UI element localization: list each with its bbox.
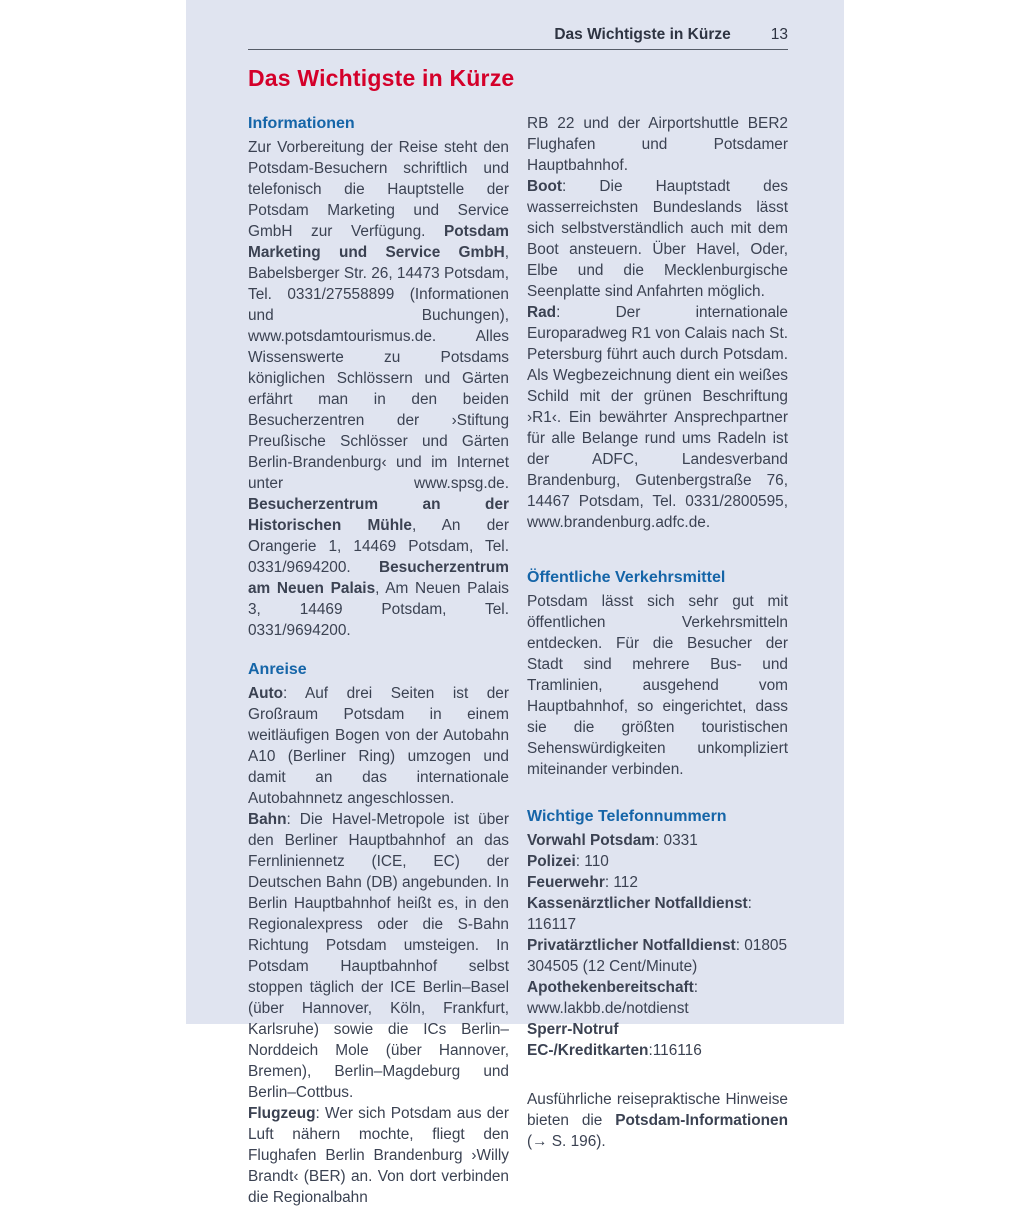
spacer [527,533,788,567]
bold-text-run: Bahn [248,811,287,828]
text-columns [248,113,788,1208]
bold-text-run: Kassenärztlicher Notfalldienst [527,895,748,912]
text-run: : 116117 [527,895,752,933]
bold-text-run: Potsdam Marketing und Service GmbH [248,223,509,261]
paragraph [248,137,509,641]
text-run: (→ S. 196). [527,1133,606,1150]
phone-line [527,1019,788,1061]
paragraph [248,809,509,1103]
text-run: Zur Vorbereitung der Reise steht den Potsdam-Besuchern schriftlich und telefonisch die Hauptstelle der Potsdam Marketing und Service GmbH zur Verfügung. [248,139,509,240]
text-run: : Wer sich Potsdam aus der Luft nähern mochte, fliegt den Flughafen Berlin Brandenburg ›Willy Brandt‹ (BER) an. Von dort verbinden die Regionalbahn [248,1105,509,1206]
text-run: Potsdam lässt sich sehr gut mit öffentlichen Verkehrsmitteln entdecken. Für die Besucher der Stadt sind mehrere Bus- und Tramlinien, ausgehend vom Hauptbahnhof, so eingerichtet, dass sie die größten touristischen Sehenswürdigkeiten unkompliziert miteinander verbinden. [527,593,788,778]
paragraph [527,591,788,780]
phone-line [527,893,788,935]
text-run: : 112 [604,874,638,891]
bold-text-run: Vorwahl Potsdam [527,832,655,849]
text-run: :116116 [648,1042,702,1059]
text-run: , Am Neuen Palais 3, 14469 Potsdam, Tel. 0331/9694200. [248,580,509,639]
bold-text-run: Auto [248,685,284,702]
bold-text-run: Flugzeug [248,1105,316,1122]
text-run: : 0331 [655,832,698,849]
bold-text-run: Besucherzentrum am Neuen Palais [248,559,509,597]
paragraph [527,302,788,533]
text-run: : Der internationale Europaradweg R1 von Calais nach St. Petersburg führt auch durch Potsdam. Als Wegbezeichnung dient ein weißes Schild mit der grünen Beschriftung ›R1‹. Ein bewährter Ansprechpartner für alle Belange rund ums Radeln ist der ADFC, Landesverband Brandenburg, Gutenbergstraße 76, 14467 Potsdam, Tel. 0331/2800595, www.brandenburg.adfc.de. [527,304,788,531]
text-run: Ausführliche reisepraktische Hinweise bieten die [527,1091,788,1129]
text-run: : Die Havel-Metropole ist über den Berliner Hauptbahnhof an das Fernliniennetz (ICE, EC) der Deutschen Bahn (DB) angebunden. In Berlin Hauptbahnhof heißt es, in den Regionalexpress oder die S-Bahn Richtung Potsdam umsteigen. In Potsdam Hauptbahnhof selbst stoppen täglich der ICE Berlin–Basel (über Hannover, Köln, Frankfurt, Karlsruhe) sowie die ICs Berlin–Norddeich Mole (über Hannover, Bremen), Berlin–Magdeburg und Berlin–Cottbus. [248,811,509,1101]
paragraph [527,176,788,302]
bold-text-run: Boot [527,178,563,195]
page-title: Das Wichtigste in Kürze [248,65,515,91]
text-run: : www.lakbb.de/notdienst [527,979,699,1017]
bold-text-run: Feuerwehr [527,874,605,891]
column-left [248,113,509,1208]
section-heading: Informationen [248,115,355,132]
text-run: : 110 [575,853,609,870]
column-right [527,113,788,1208]
section-heading: Öffentliche Verkehrsmittel [527,569,726,586]
phone-line [527,830,788,851]
paragraph [248,683,509,809]
phone-line [527,872,788,893]
text-run: : Die Hauptstadt des wasserreichsten Bundeslands lässt sich selbstverständlich auch mit dem Boot ansteuern. Über Havel, Oder, Elbe und die Mecklenburgische Seenplatte sind Anfahrten möglich. [527,178,788,300]
book-page [186,0,844,1206]
section-heading: Anreise [248,661,307,678]
text-run: , Babelsberger Str. 26, 14473 Potsdam, Tel. 0331/27558899 (Informationen und Buchungen), www.potsdamtourismus.de. Alles Wissenswerte zu Potsdams königlichen Schlössern und Gärten erfährt man in den beiden Besucherzentren der ›Stiftung Preußische Schlösser und Gärten Berlin-Brandenburg‹ und im Internet unter www.spsg.de. [248,244,509,492]
bold-text-run: Sperr-Notruf EC-/Kreditkarten [527,1021,649,1059]
text-run: RB 22 und der Airportshuttle BER2 Flughafen und Potsdamer Hauptbahnhof. [527,115,788,174]
running-title: Das Wichtigste in Kürze [554,26,731,43]
phone-line [527,977,788,1019]
spacer [527,1061,788,1089]
paragraph [527,1089,788,1152]
text-run: , An der Orangerie 1, 14469 Potsdam, Tel. 0331/9694200. [248,517,509,576]
paragraph [527,113,788,176]
page-number: 13 [770,26,788,43]
page-header [248,26,788,50]
bold-text-run: Potsdam-Informationen [615,1112,788,1129]
phone-line [527,935,788,977]
bold-text-run: Apothekenbereitschaft [527,979,694,996]
section-heading: Wichtige Telefonnummern [527,808,727,825]
spacer [248,641,509,659]
page-content [186,0,844,1208]
spacer [527,780,788,806]
bold-text-run: Polizei [527,853,576,870]
bold-text-run: Rad [527,304,557,321]
bold-text-run: Besucherzentrum an der Historischen Mühle [248,496,509,534]
phone-line [527,851,788,872]
text-run: : 01805 304505 (12 Cent/Minute) [527,937,788,975]
bold-text-run: Privatärztlicher Notfalldienst [527,937,736,954]
paragraph [248,1103,509,1208]
text-run: : Auf drei Seiten ist der Großraum Potsdam in einem weitläufigen Bogen von der Autobahn A10 (Berliner Ring) umzogen und damit an das internationale Autobahnnetz angeschlossen. [248,685,509,807]
